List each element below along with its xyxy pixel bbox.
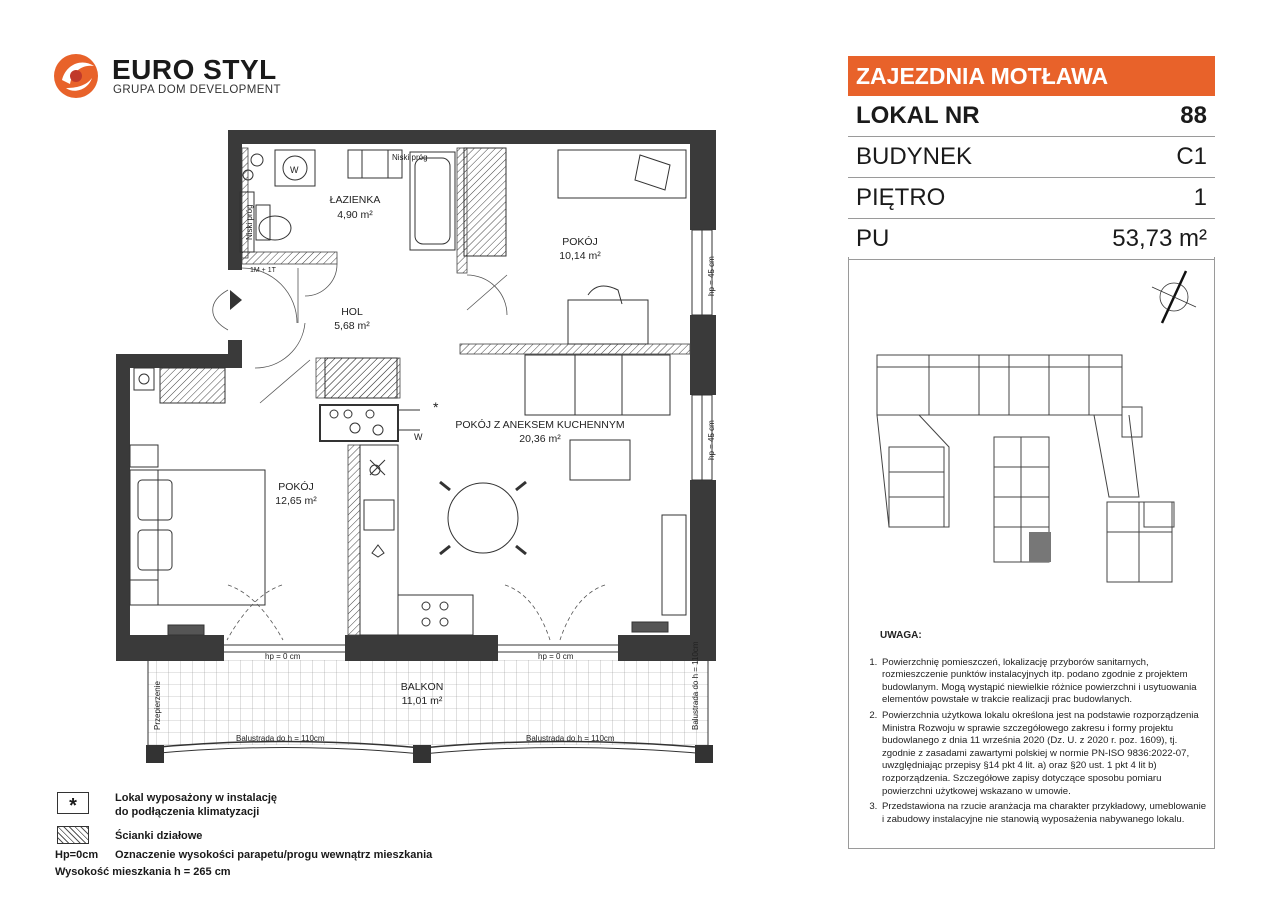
info-row-budynek <box>848 137 1215 178</box>
legend-ac-line2: do podłączenia klimatyzacji <box>115 806 260 818</box>
info-value: 1 <box>1193 184 1207 211</box>
note-item: 2. Powierzchnia użytkowa lokalu określona jest na podstawie rozporządzenia Ministra Rozwoju w sprawie szczegółowego zakresu i formy projektu budowlanego z dnia 11 września 2020 (Dz. U. z 2020 r. poz. 1609), tj. zgodnie z zasadami zawartymi polskiej w normie PN-ISO 9836:2022-07, uwzględniając przepisy §14 pkt 4 lit. a) oraz §20 ust. 1 pkt 4 lit b) rozporządzenia. Szczegółowe zapisy dotyczące sposobu pomiaru powierzchni użytkowej wskazano w umowie. <box>880 710 1210 798</box>
logo-mark-icon <box>52 50 104 102</box>
room-name-balkon: BALKON <box>400 681 444 693</box>
notes-heading: UWAGA: <box>880 630 922 641</box>
legend-hp-symbol: Hp=0cm <box>55 849 99 861</box>
window-height-label: hp = 45 cm <box>707 420 716 460</box>
info-row-pu <box>848 219 1215 260</box>
balcony <box>146 660 713 763</box>
legend-hp-text: Oznaczenie wysokości parapetu/progu wewnątrz mieszkania <box>115 849 433 861</box>
floor-plan <box>100 40 740 770</box>
low-threshold-label: Niski próg <box>245 204 254 240</box>
ac-star-label: * <box>433 399 439 415</box>
project-title: ZAJEZDNIA MOTŁAWA <box>848 56 1215 96</box>
info-label: BUDYNEK <box>856 143 973 170</box>
note-item: 1. Powierzchnię pomieszczeń, lokalizację przyborów sanitarnych, rozmieszczenie punktów instalacyjnych itp. podano zgodnie z projektem budowlanym. Mogą wystąpić niewielkie różnice powierzchni i usytuowania elementów powstałe w trakcie realizacji prac budowlanych. <box>880 657 1210 707</box>
room-area-hol: 5,68 m² <box>334 320 370 332</box>
door-height-label: hp = 0 cm <box>265 652 301 661</box>
low-threshold-label: Niski próg <box>392 153 428 162</box>
bath-label: 1M + 1T <box>250 267 276 274</box>
room-area-pokoj-aneks: 20,36 m² <box>519 433 561 445</box>
door-height-label: hp = 0 cm <box>538 652 574 661</box>
note-item: 3. Przedstawiona na rzucie aranżacja ma charakter przykładowy, umeblowanie i zabudowy instalacyjne nie stanowią wyposażenia nabywanego lokalu. <box>880 801 1210 826</box>
room-area-pokoj-2: 12,65 m² <box>275 495 317 507</box>
window-height-label: hp = 45 cm <box>707 256 716 296</box>
compass-icon <box>1152 271 1196 323</box>
room-area-balkon: 11,01 m² <box>401 695 443 707</box>
room-name-pokoj-aneks: POKÓJ Z ANEKSEM KUCHENNYM <box>455 419 625 431</box>
room-name-hol: HOL <box>341 306 363 318</box>
info-table <box>848 56 1215 260</box>
partition-label: Przepierzenie <box>153 681 162 730</box>
info-value: 53,73 m² <box>1112 225 1207 252</box>
room-area-pokoj-1: 10,14 m² <box>559 250 601 262</box>
brand-name: EURO STYL <box>112 54 277 85</box>
notes <box>860 630 1210 829</box>
info-row-pietro <box>848 178 1215 219</box>
legend-partition: Ścianki działowe <box>115 830 203 842</box>
w-label: W <box>290 165 299 175</box>
info-label: LOKAL NR <box>856 102 980 129</box>
info-label: PU <box>856 225 890 252</box>
info-row-lokal <box>848 96 1215 137</box>
legend-hatch-icon <box>57 826 89 844</box>
room-name-pokoj-2: POKÓJ <box>278 481 314 493</box>
info-value: C1 <box>1176 143 1207 170</box>
balustrade-side-label: Balustrada do h = 110cm <box>691 641 700 730</box>
legend-height: Wysokość mieszkania h = 265 cm <box>55 866 231 878</box>
legend-ac-line1: Lokal wyposażony w instalację <box>115 792 277 804</box>
info-label: PIĘTRO <box>856 184 946 211</box>
room-name-pokoj-1: POKÓJ <box>562 236 598 248</box>
brand-subtitle: GRUPA DOM DEVELOPMENT <box>113 84 281 96</box>
room-name-lazienka: ŁAZIENKA <box>329 194 381 206</box>
info-value: 88 <box>1180 102 1207 129</box>
legend-star-icon: * <box>57 792 89 814</box>
balustrade-label: Balustrada do h = 110cm <box>236 734 325 743</box>
room-area-lazienka: 4,90 m² <box>337 209 373 221</box>
w-label: W <box>414 432 423 442</box>
balustrade-label: Balustrada do h = 110cm <box>526 734 615 743</box>
key-plan-icon <box>849 257 1214 627</box>
